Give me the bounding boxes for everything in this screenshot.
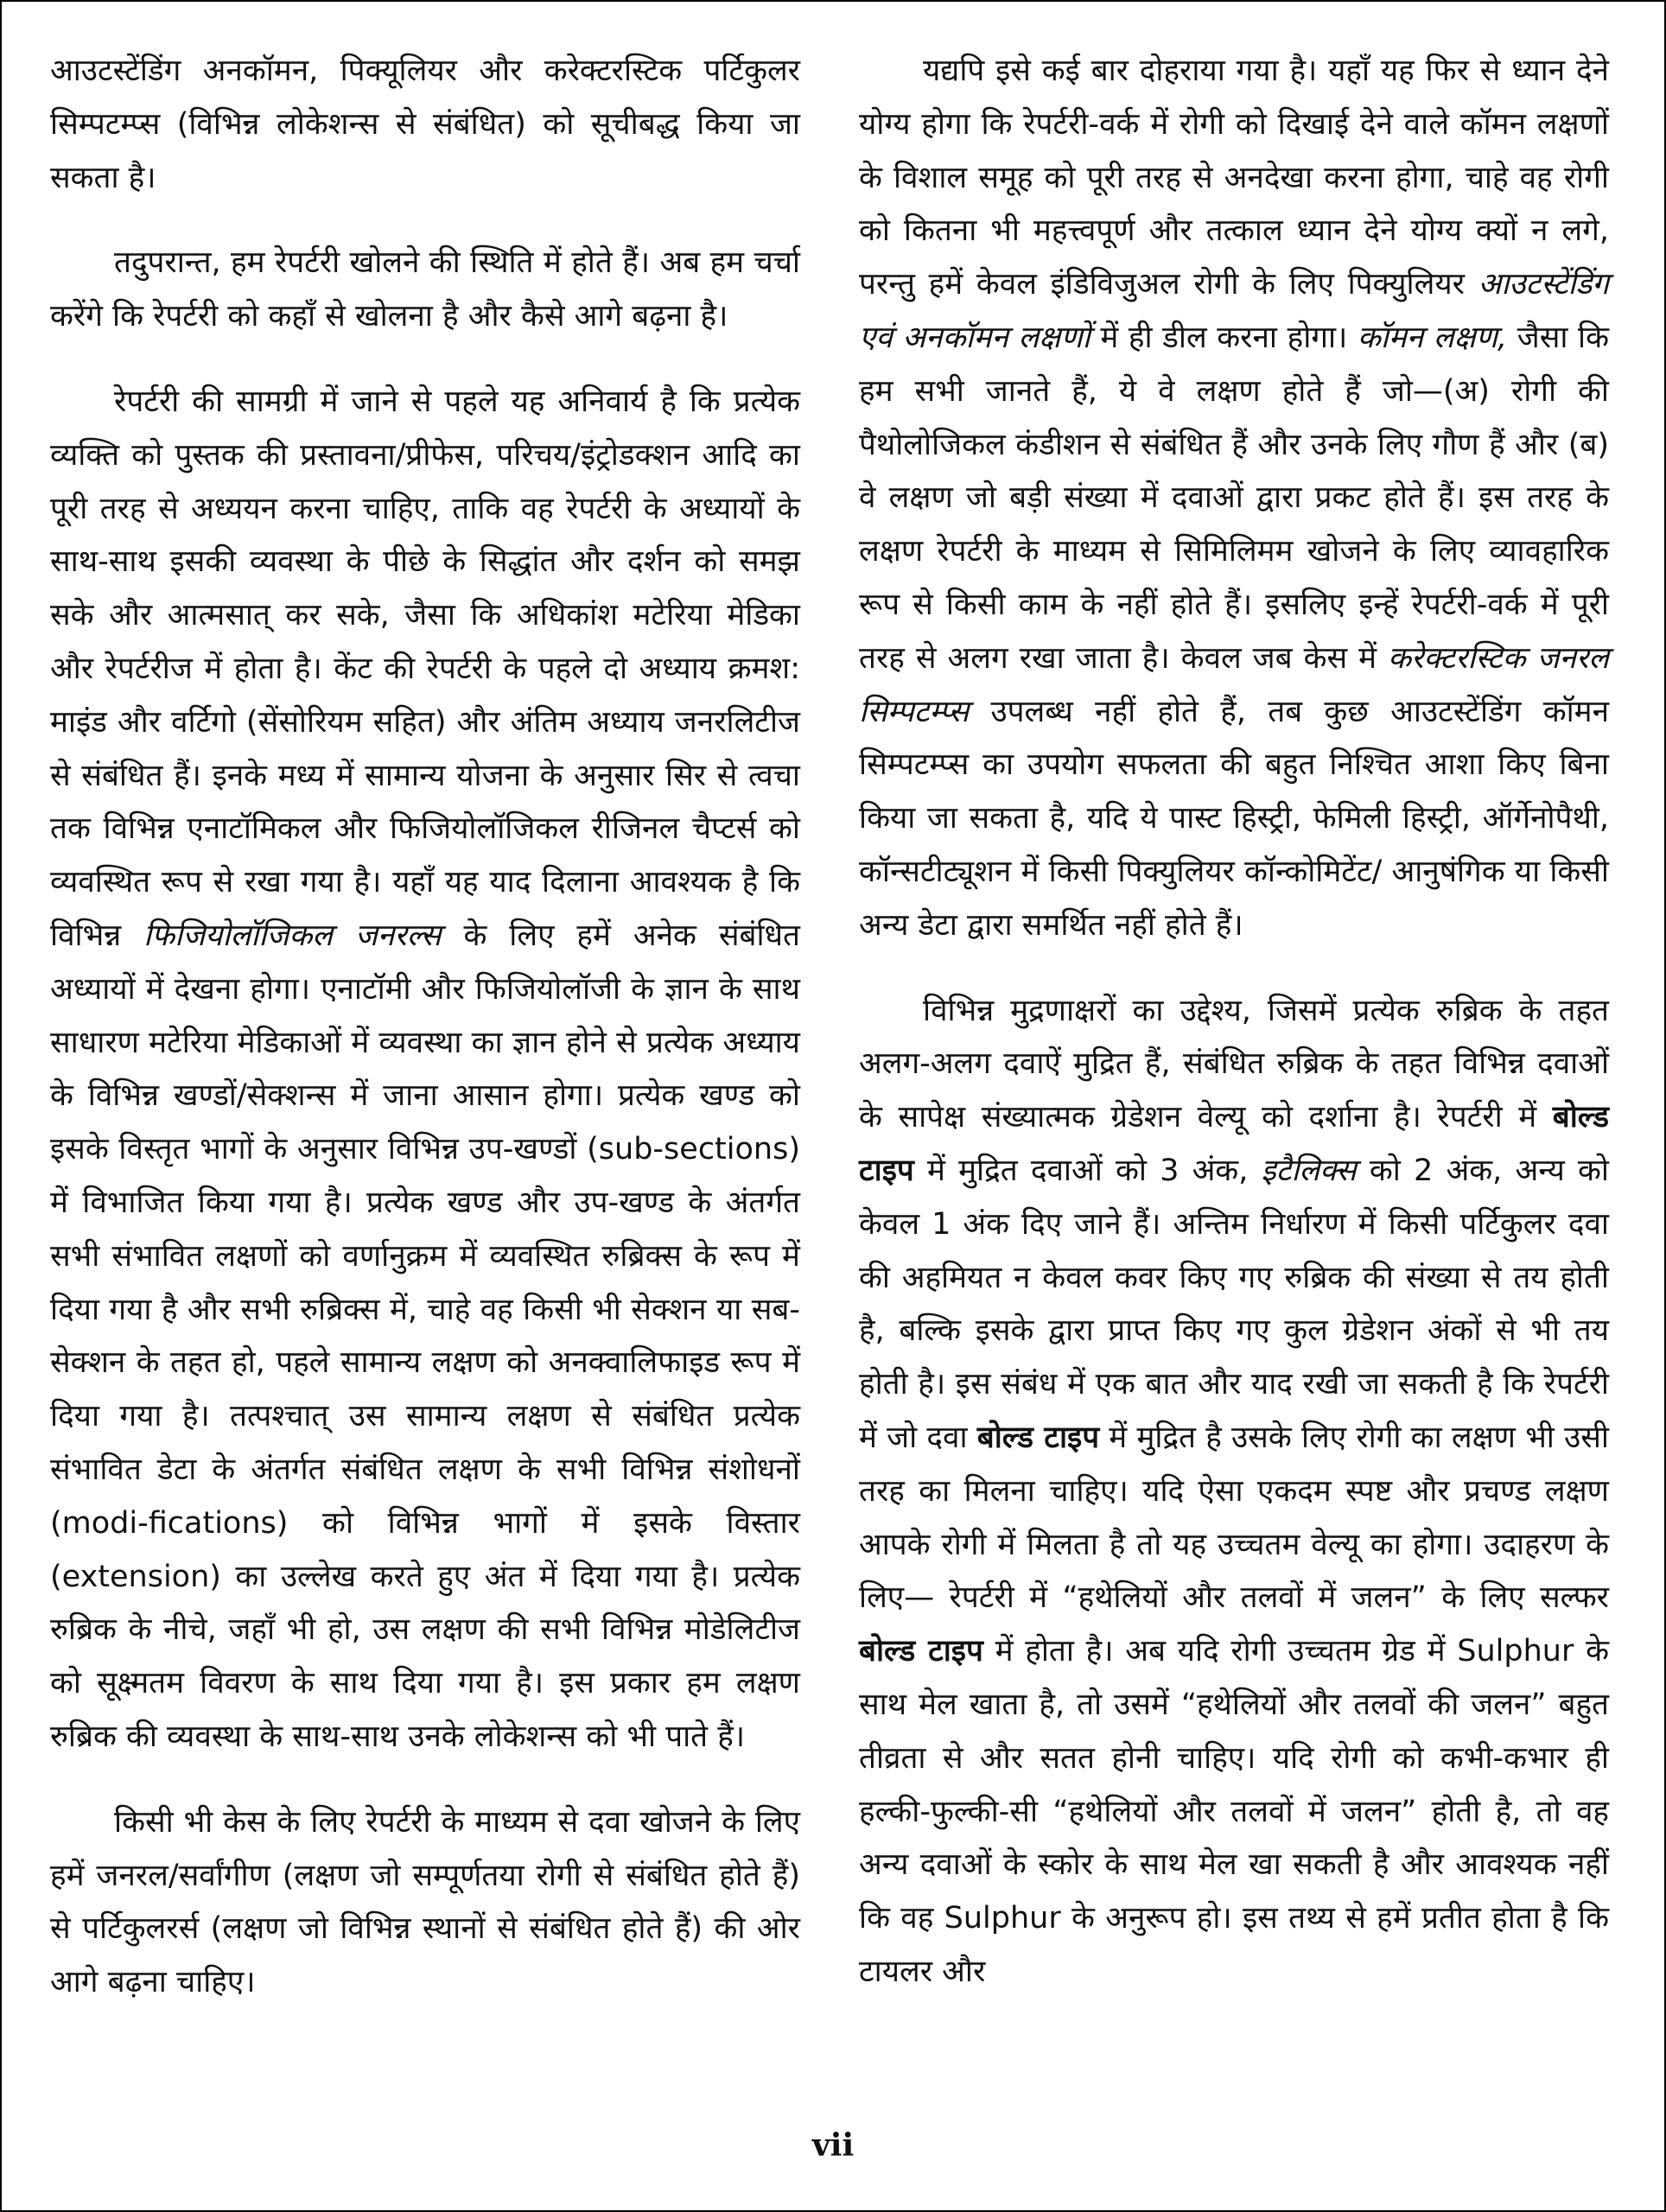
italic-term: कॉमन लक्षण, bbox=[1357, 320, 1508, 355]
right-paragraph-1 bbox=[859, 45, 1609, 953]
paragraph-text: को 2 अंक, अन्य को केवल 1 अंक दिए जाने हैं। अन्तिम निर्धारण में किसी पर्टिकुलर दवा की अहमियत न केवल कवर किए गए रुब्रिक की संख्या से तय होती है, बल्कि इसके द्वारा प्राप्त किए गए कुल ग्रेडेशन अंकों से भी तय होती है। इस संबंध में एक बात और याद रखी जा सकती है कि रेपर्टरी में जो दवा bbox=[859, 1153, 1609, 1455]
right-column bbox=[859, 45, 1609, 2031]
left-paragraph-4 bbox=[50, 1796, 800, 2010]
paragraph-text: जैसा कि हम सभी जानते हैं, ये वे लक्षण होते हैं जो—(अ) रोगी की पैथोलोजिकल कंडीशन से संबंधित हैं और उनके लिए गौण हैं और (ब) वे लक्षण जो बड़ी संख्या में दवाओं द्वारा प्रकट होते हैं। इस तरह के लक्षण रेपर्टरी के माध्यम से सिमिलिमम खोजने के लिए व्यावहारिक रूप से किसी काम के नहीं होते हैं। इसलिए इन्हें रेपर्टरी-वर्क में पूरी तरह से अलग रखा जाता है। केवल जब केस में bbox=[859, 320, 1609, 676]
left-column bbox=[50, 45, 800, 2042]
italic-term: इटैलिक्स bbox=[1261, 1153, 1357, 1188]
paragraph-text: किसी भी केस के लिए रेपर्टरी के माध्यम से दवा खोजने के लिए हमें जनरल/सर्वांगीण (लक्षण जो सम्पूर्णतया रोगी से संबंधित होते हैं) से पर्टिकुलरर्स (लक्षण जो विभिन्न स्थानों से संबंधित होते हैं) की ओर आगे बढ़ना चाहिए। bbox=[50, 1804, 800, 2000]
bold-term: बोल्ड टाइप bbox=[859, 1634, 983, 1669]
bold-term: बोल्ड टाइप bbox=[859, 1100, 1609, 1188]
paragraph-text: के लिए हमें अनेक संबंधित अध्यायों में देखना होगा। एनाटॉमी और फिजियोलॉजी के ज्ञान के साथ साधारण मटेरिया मेडिकाओं में व्यवस्था का ज्ञान होने से प्रत्येक अध्याय के विभिन्न खण्डों/सेक्शन्स में जाना आसान होगा। प्रत्येक खण्ड को इसके विस्तृत भागों के अनुसार विभिन्न उप-खण्डों (sub-sections) में विभाजित किया गया है। प्रत्येक खण्ड और उप-खण्ड के अंतर्गत सभी संभावित लक्षणों को वर्णानुक्रम में व्यवस्थित रुब्रिक्स के रूप में दिया गया है और सभी रुब्रिक्स में, चाहे वह किसी भी सेक्शन या सब-सेक्शन के तहत हो, पहले सामान्य लक्षण को अनक्वालिफाइड रूप में दिया गया है। तत्पश्चात् उस सामान्य लक्षण से संबंधित प्रत्येक संभावित डेटा के अंतर्गत संबंधित लक्षण के सभी विभिन्न संशोधनों (modi-fications) को विभिन्न भागों में इसके विस्तार (extension) का उल्लेख करते हुए अंत में दिया गया है। प्रत्येक रुब्रिक के नीचे, जहाँ भी हो, उस लक्षण की सभी विभिन्न मोडेलिटीज को सूक्ष्मतम विवरण के साथ दिया गया है। इस प्रकार हम लक्षण रुब्रिक की व्यवस्था के साथ-साथ उनके लोकेशन्स को भी पाते हैं। bbox=[50, 918, 801, 1754]
italic-term: आउटस्टेंडिंग एवं अनकॉमन लक्षणों bbox=[859, 267, 1609, 355]
left-paragraph-3 bbox=[50, 376, 800, 1764]
paragraph-text: उपलब्ध नहीं होते हैं, तब कुछ आउटस्टेंडिंग कॉमन सिम्पटम्प्स का उपयोग सफलता की बहुत निश्चित आशा किए बिना किया जा सकता है, यदि ये पास्ट हिस्ट्री, फेमिली हिस्ट्री, ऑर्गेनोपैथी, कॉन्सटीट्यूशन में किसी पिक्युलियर कॉन्कोमिटेंट/ आनुषंगिक या किसी अन्य डेटा द्वारा समर्थित नहीं होते हैं। bbox=[859, 694, 1609, 943]
paragraph-text: तदुपरान्त, हम रेपर्टरी खोलने की स्थिति में होते हैं। अब हम चर्चा करेंगे कि रेपर्टरी को कहाँ से खोलना है और कैसे आगे बढ़ना है। bbox=[50, 245, 800, 334]
bold-term: बोल्ड टाइप bbox=[976, 1420, 1100, 1455]
paragraph-text: में मुद्रित दवाओं को 3 अंक, bbox=[913, 1153, 1262, 1188]
italic-term: फिजियोलॉजिकल जनरल्स bbox=[143, 918, 442, 953]
paragraph-text: में मुद्रित है उसके लिए रोगी का लक्षण भी उसी तरह का मिलना चाहिए। यदि ऐसा एकदम स्पष्ट और प्रचण्ड लक्षण आपके रोगी में मिलता है तो यह उच्चतम वेल्यू का होगा। उदाहरण के लिए— रेपर्टरी में “हथेलियों और तलवों में जलन” के लिए सल्फर bbox=[859, 1420, 1609, 1616]
left-paragraph-2 bbox=[50, 237, 800, 344]
right-paragraph-2 bbox=[859, 985, 1609, 1999]
italic-term: करेक्टरस्टिक जनरल सिम्पटम्प्स bbox=[859, 640, 1609, 729]
page-number: vii bbox=[811, 2127, 855, 2164]
left-paragraph-1 bbox=[50, 45, 800, 205]
paragraph-text: विभिन्न मुद्रणाक्षरों का उद्देश्य, जिसमें प्रत्येक रुब्रिक के तहत अलग-अलग दवाऐं मुद्रित हैं, संबंधित रुब्रिक के तहत विभिन्न दवाओं के सापेक्ष संख्यात्मक ग्रेडेशन वेल्यू को दर्शाना है। रेपर्टरी में bbox=[859, 993, 1609, 1135]
paragraph-text: में होता है। अब यदि रोगी उच्चतम ग्रेड में Sulphur के साथ मेल खाता है, तो उसमें “हथेलियों और तलवों की जलन” बहुत तीव्रता से और सतत होनी चाहिए। यदि रोगी को कभी-कभार ही हल्की-फुल्की-सी “हथेलियों और तलवों में जलन” होती है, तो वह अन्य दवाओं के स्कोर के साथ मेल खा सकती है और आवश्यक नहीं कि वह Sulphur के अनुरूप हो। इस तथ्य से हमें प्रतीत होता है कि टायलर और bbox=[859, 1634, 1609, 1989]
paragraph-text: रेपर्टरी की सामग्री में जाने से पहले यह अनिवार्य है कि प्रत्येक व्यक्ति को पुस्तक की प्रस्तावना/प्रीफेस, परिचय/इंट्रोडक्शन आदि का पूरी तरह से अध्ययन करना चाहिए, ताकि वह रेपर्टरी के अध्यायों के साथ-साथ इसकी व्यवस्था के पीछे के सिद्धांत और दर्शन को समझ सके और आत्मसात् कर सके, जैसा कि अधिकांश मटेरिया मेडिका और रेपर्टरीज में होता है। केंट की रेपर्टरी के पहले दो अध्याय क्रमश: माइंड और वर्टिगो (सेंसोरियम सहित) और अंतिम अध्याय जनरलिटीज से संबंधित हैं। इनके मध्य में सामान्य योजना के अनुसार सिर से त्वचा तक विभिन्न एनाटॉमिकल और फिजियोलॉजिकल रीजिनल चैप्टर्स को व्यवस्थित रूप से रखा गया है। यहाँ यह याद दिलाना आवश्यक है कि विभिन्न bbox=[50, 384, 800, 953]
paragraph-text: में ही डील करना होगा। bbox=[1090, 320, 1358, 355]
paragraph-text: यद्यपि इसे कई बार दोहराया गया है। यहाँ यह फिर से ध्यान देने योग्य होगा कि रेपर्टरी-वर्क में रोगी को दिखाई देने वाले कॉमन लक्षणों के विशाल समूह को पूरी तरह से अनदेखा करना होगा, चाहे वह रोगी को कितना भी महत्त्वपूर्ण और तत्काल ध्यान देने योग्य क्यों न लगे, परन्तु हमें केवल इंडिविजुअल रोगी के लिए पिक्युलियर bbox=[859, 54, 1609, 302]
paragraph-text: आउटस्टेंडिंग अनकॉमन, पिक्यूलियर और करेक्टरस्टिक पर्टिकुलर सिम्पटम्प्स (विभिन्न लोकेशन्स से संबंधित) को सूचीबद्ध किया जा सकता है। bbox=[50, 54, 800, 195]
